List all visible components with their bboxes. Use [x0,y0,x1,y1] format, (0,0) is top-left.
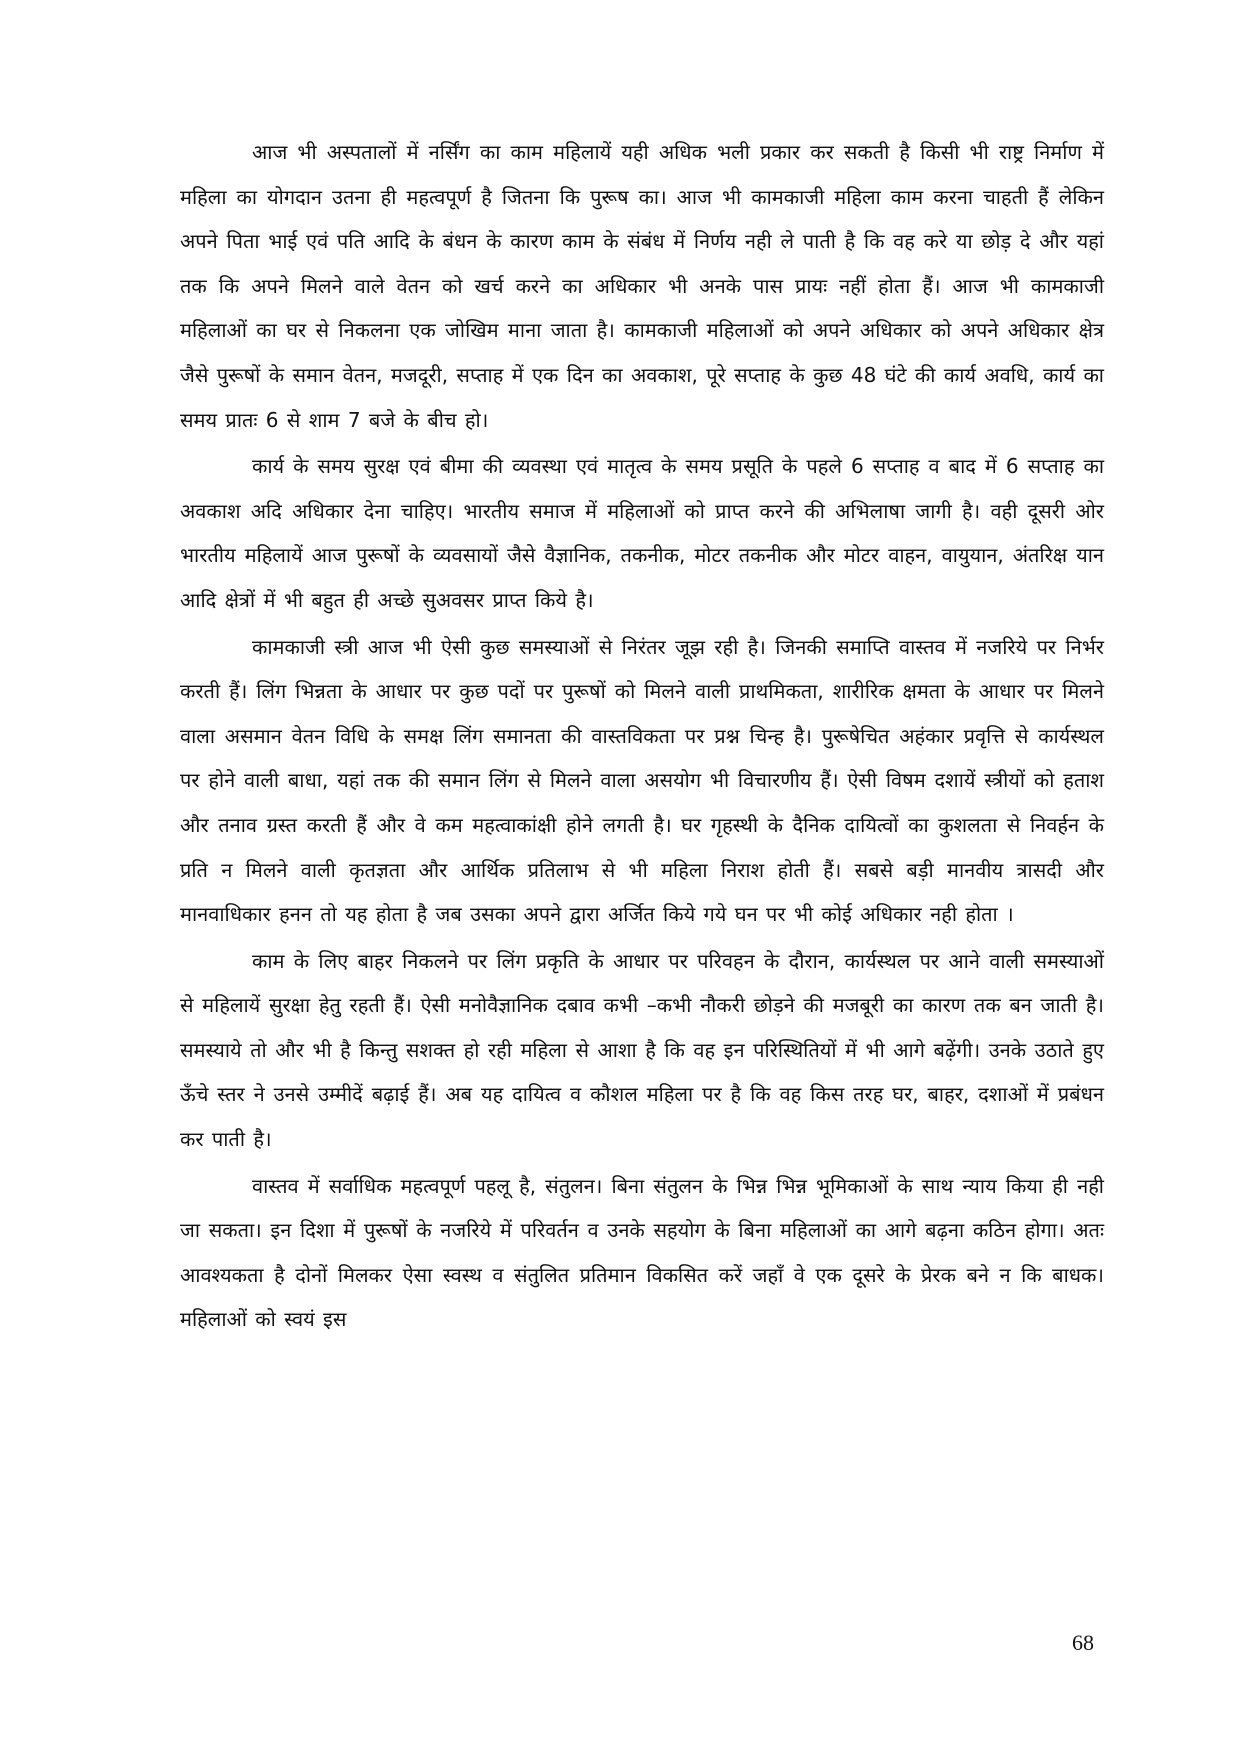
paragraph-2: कार्य के समय सुरक्ष एवं बीमा की व्यवस्था एवं मातृत्व के समय प्रसूति के पहले 6 सप्ताह व बाद में 6 सप्ताह का अवकाश अदि अधिकार देना चाहिए। भारतीय समाज में महिलाओं को प्राप्त करने की अभिलाषा जागी है। वही दूसरी ओर भारतीय महिलायें आज पुरूषों के व्यवसायों जैसे वैज्ञानिक, तकनीक, मोटर तकनीक और मोटर वाहन, वायुयान, अंतरिक्ष यान आदि क्षेत्रों में भी बहुत ही अच्छे सुअवसर प्राप्त किये है। [180,454,1104,612]
page-number: 68 [1072,1630,1094,1655]
body-text [180,130,1104,1344]
paragraph-3: कामकाजी स्त्री आज भी ऐसी कुछ समस्याओं से निरंतर जूझ रही है। जिनकी समाप्ति वास्तव में नजरिये पर निर्भर करती हैं। लिंग भिन्नता के आधार पर कुछ पदों पर पुरूषों को मिलने वाली प्राथमिकता, शारीरिक क्षमता के आधार पर मिलने वाला असमान वेतन विधि के समक्ष लिंग समानता की वास्तविकता पर प्रश्न चिन्ह है। पुरूषेचित अहंकार प्रवृत्ति से कार्यस्थल पर होने वाली बाधा, यहां तक की समान लिंग से मिलने वाला असयोग भी विचारणीय हैं। ऐसी विषम दशायें स्त्रीयों को हताश और तनाव ग्रस्त करती हैं और वे कम महत्वाकांक्षी होने लगती है। घर गृहस्थी के दैनिक दायित्वों का कुशलता से निवर्हन के प्रति न मिलने वाली कृतज्ञता और आर्थिक प्रतिलाभ से भी महिला निराश होती हैं। सबसे बड़ी मानवीय त्रासदी और मानवाधिकार हनन तो यह होता है जब उसका अपने द्वारा अर्जित किये गये घन पर भी कोई अधिकार नही होता । [180,634,1104,927]
paragraph-5: वास्तव में सर्वाधिक महत्वपूर्ण पहलू है, संतुलन। बिना संतुलन के भिन्न भिन्न भूमिकाओं के साथ न्याय किया ही नही जा सकता। इन दिशा में पुरूषों के नजरिये में परिवर्तन व उनके सहयोग के बिना महिलाओं का आगे बढ़ना कठिन होगा। अतः आवश्यकता है दोनों मिलकर ऐसा स्वस्थ व संतुलित प्रतिमान विकसित करें जहाँ वे एक दूसरे के प्रेरक बने न कि बाधक। महिलाओं को स्वयं इस [180,1173,1104,1332]
paragraph-4: काम के लिए बाहर निकलने पर लिंग प्रकृति के आधार पर परिवहन के दौरान, कार्यस्थल पर आने वाली समस्याओं से महिलायें सुरक्षा हेतु रहती हैं। ऐसी मनोवैज्ञानिक दबाव कभी –कभी नौकरी छोड़ने की मजबूरी का कारण तक बन जाती है। समस्याये तो और भी है किन्तु सशक्त हो रही महिला से आशा है कि वह इन परिस्थितियों में भी आगे बढ़ेंगी। उनके उठाते हुए ऊँचे स्तर ने उनसे उम्मीदें बढ़ाई हैं। अब यह दायित्व व कौशल महिला पर है कि वह किस तरह घर, बाहर, दशाओं में प्रबंधन कर पाती है। [180,948,1104,1152]
paragraph-1: आज भी अस्पतालों में नर्सिंग का काम महिलायें यही अधिक भली प्रकार कर सकती है किसी भी राष्ट्र निर्माण में महिला का योगदान उतना ही महत्वपूर्ण है जितना कि पुरूष का। आज भी कामकाजी महिला काम करना चाहती हैं लेकिन अपने पिता भाई एवं पति आदि के बंधन के कारण काम के संबंध में निर्णय नही ले पाती है कि वह करे या छोड़ दे और यहां तक कि अपने मिलने वाले वेतन को खर्च करने का अधिकार भी अनके पास प्रायः नहीं होता हैं। आज भी कामकाजी महिलाओं का घर से निकलना एक जोखिम माना जाता है। कामकाजी महिलाओं को अपने अधिकार को अपने अधिकार क्षेत्र जैसे पुरूषों के समान वेतन, मजदूरी, सप्ताह में एक दिन का अवकाश, पूरे सप्ताह के कुछ 48 घंटे की कार्य अवधि, कार्य का समय प्रातः 6 से शाम 7 बजे के बीच हो। [180,140,1104,432]
